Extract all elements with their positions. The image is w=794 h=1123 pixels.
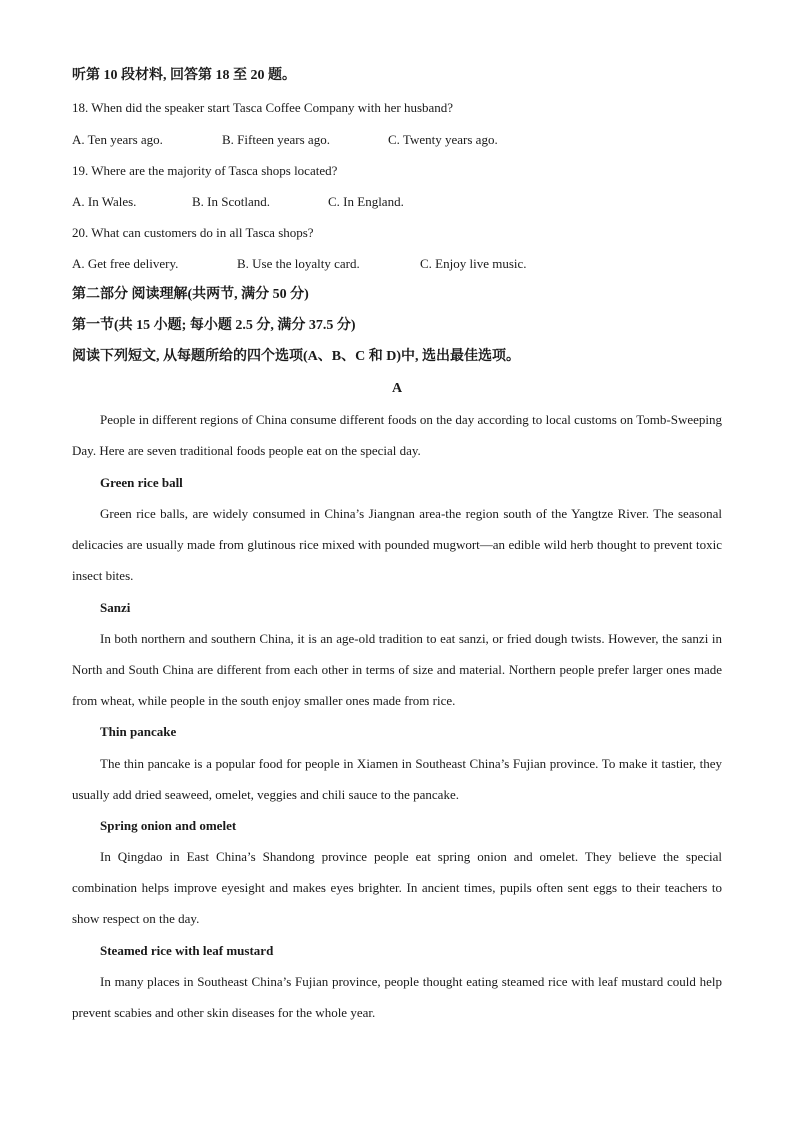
option-a: A. Ten years ago. [72, 132, 163, 147]
option-b: B. In Scotland. [192, 194, 270, 209]
item-title: Spring onion and omelet [100, 818, 237, 833]
option-a: A. Get free delivery. [72, 256, 179, 271]
item-title: Green rice ball [100, 475, 183, 490]
item-paragraph: The thin pancake is a popular food for people in Xiamen in Southeast China’s Fujian province. To make it tastier, they usually add dried seaweed, omelet, veggies and chili sauce to the pancake. [72, 756, 722, 803]
part-title: 第二部分 阅读理解(共两节, 满分 50 分) [72, 287, 309, 302]
question-18: 18. When did the speaker start Tasca Coffee Company with her husband? [72, 100, 454, 115]
question-20: 20. What can customers do in all Tasca shops? [72, 225, 314, 240]
intro-paragraph: People in different regions of China consume different foods on the day according to local customs on Tomb-Sweeping Day. Here are seven traditional foods people eat on the special day. [72, 412, 722, 459]
item-paragraph: Green rice balls, are widely consumed in China’s Jiangnan area-the region south of the Yangtze River. The seasonal delicacies are usually made from glutinous rice mixed with pounded mugwort—an edible wild herb thought to prevent toxic insect bites. [72, 506, 722, 584]
section-title: 第一节(共 15 小题; 每小题 2.5 分, 满分 37.5 分) [72, 318, 356, 333]
item-paragraph: In many places in Southeast China’s Fujian province, people thought eating steamed rice with leaf mustard could help prevent scabies and other skin diseases for the whole year. [72, 974, 722, 1021]
instruction: 阅读下列短文, 从每题所给的四个选项(A、B、C 和 D)中, 选出最佳选项。 [72, 349, 520, 364]
item-title: Sanzi [100, 600, 131, 615]
option-b: B. Use the loyalty card. [237, 256, 360, 271]
option-c: C. Enjoy live music. [420, 256, 527, 271]
item-paragraph: In both northern and southern China, it is an age-old tradition to eat sanzi, or fried dough twists. However, the sanzi in North and South China are different from each other in terms of size and material. Northern people prefer larger ones made from wheat, while people in the south enjoy smaller ones made from rice. [72, 631, 722, 709]
question-19: 19. Where are the majority of Tasca shops located? [72, 163, 338, 178]
option-c: C. In England. [328, 194, 404, 209]
option-c: C. Twenty years ago. [388, 132, 498, 147]
passage-label: A [391, 381, 403, 396]
option-b: B. Fifteen years ago. [222, 132, 330, 147]
item-paragraph: In Qingdao in East China’s Shandong province people eat spring onion and omelet. They believe the special combination helps improve eyesight and makes eyes brighter. In ancient times, pupils often sent eggs to their teachers to show respect on the day. [72, 849, 722, 927]
option-a: A. In Wales. [72, 194, 137, 209]
item-title: Steamed rice with leaf mustard [100, 943, 274, 958]
listening-heading: 听第 10 段材料, 回答第 18 至 20 题。 [72, 68, 296, 83]
item-title: Thin pancake [100, 724, 177, 739]
